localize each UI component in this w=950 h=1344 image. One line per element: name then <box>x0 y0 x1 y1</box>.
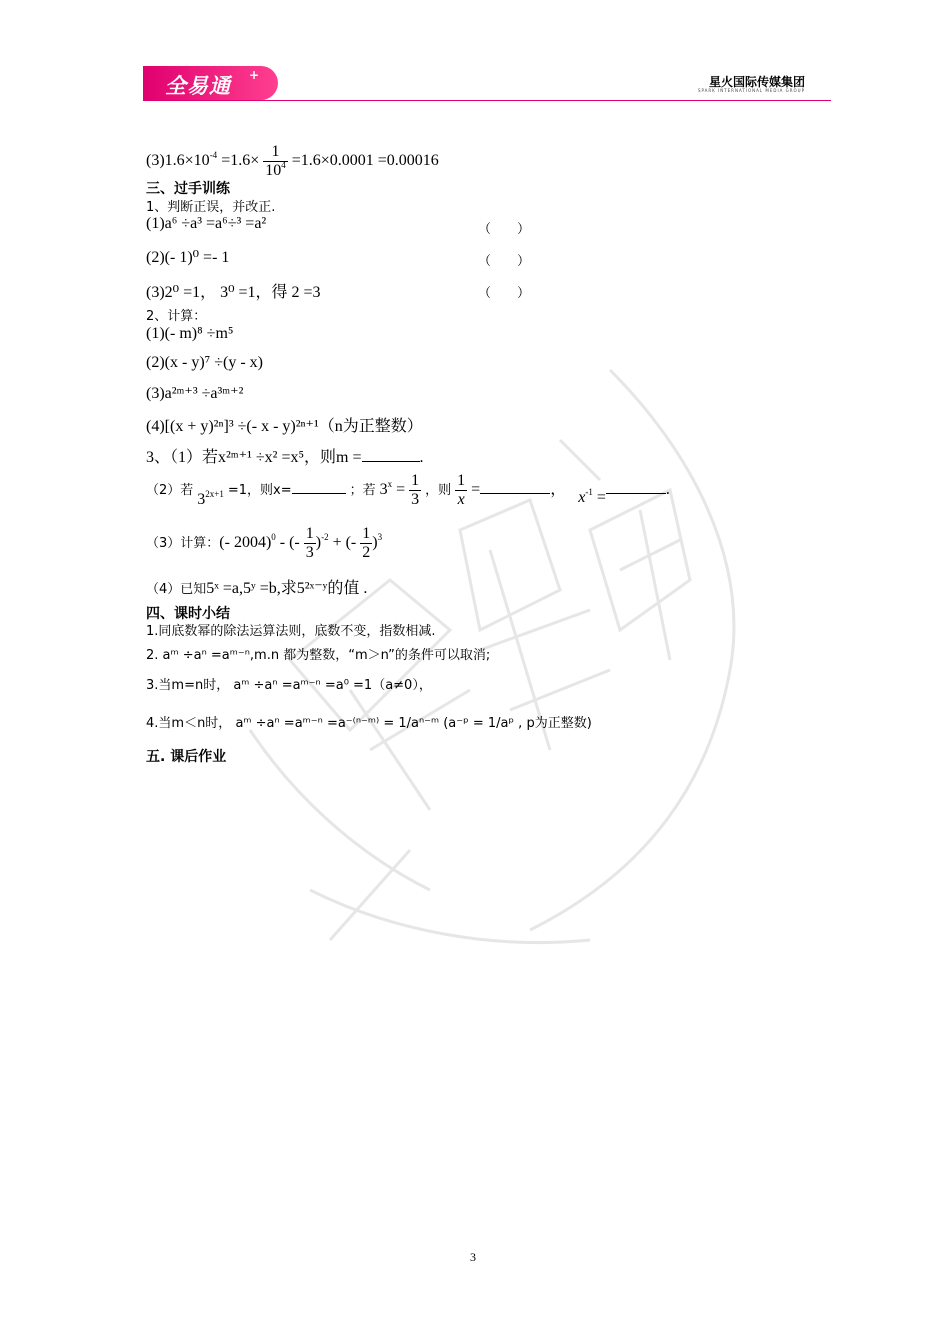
q3-part-4: （4）已知5ˣ =a,5ʸ =b,求5²ˣ⁻ʸ的值 . <box>146 580 368 597</box>
q1-item-3: (3)2⁰ =1， 3⁰ =1，得 2 =3 <box>146 284 321 301</box>
q1-item-1-answer: （ ） <box>478 222 531 237</box>
q2-item-3: (3)a²ᵐ⁺³ ÷a³ᵐ⁺² <box>146 385 244 402</box>
logo-badge <box>143 66 278 100</box>
example-3-lead: (3)1.6×10 <box>146 151 210 169</box>
q3-1-blank <box>362 461 420 462</box>
q2-title: 2、计算： <box>146 309 207 324</box>
q2-item-1: (1)(- m)⁸ ÷m⁵ <box>146 325 234 342</box>
q1-item-3-answer: （ ） <box>478 286 531 301</box>
q3-2-blank-1x <box>480 493 550 494</box>
example-3-line <box>146 143 439 179</box>
q1-item-2-answer: （ ） <box>478 254 531 269</box>
company-name-en: SPARK INTERNATIONAL MEDIA GROUP <box>697 88 805 93</box>
header-divider <box>143 100 831 101</box>
q1-item-2: (2)(- 1)⁰ =- 1 <box>146 249 230 266</box>
example-3-exp: -4 <box>209 149 218 160</box>
example-3-fraction: $\frac{1}{10^4}$ <box>265 143 286 179</box>
summary-item-3: 3.当m=n时， aᵐ ÷aⁿ =aᵐ⁻ⁿ =a⁰ =1（a≠0）， <box>146 678 432 693</box>
q3-part-2: （2）若 $3^{2x+1} =1$，则x= ；若 $3^x$ = $\frac{1}{3}$ ，则 $\frac{1}{x}$ = ， $x^{-1}$ = . <box>146 472 670 508</box>
q2-item-4: (4)[(x + y)²ⁿ]³ ÷(- x - y)²ⁿ⁺¹（n为正整数） <box>146 418 423 435</box>
section-3-title: 三、过手训练 <box>146 181 230 197</box>
example-3-mid: =1.6× <box>217 151 260 169</box>
q3-2-blank-xinv <box>606 493 666 494</box>
section-4-title: 四、课时小结 <box>146 606 230 622</box>
summary-item-4: 4.当m＜n时， aᵐ ÷aⁿ =aᵐ⁻ⁿ =a⁻⁽ⁿ⁻ᵐ⁾ = 1/aⁿ⁻ᵐ (a⁻ᵖ = 1/aᵖ , p为正整数) <box>146 716 592 731</box>
company-name: 星火国际传媒集团 <box>708 75 805 89</box>
q2-item-2: (2)(x - y)⁷ ÷(y - x) <box>146 354 263 371</box>
summary-item-1: 1.同底数幂的除法运算法则，底数不变，指数相减. <box>146 624 436 639</box>
logo-star-icon: + <box>249 68 260 82</box>
section-5-title: 五. 课后作业 <box>146 749 227 765</box>
example-3-tail: =1.6×0.0001 =0.00016 <box>291 151 439 169</box>
q3-part-1: 3、（1）若x²ᵐ⁺¹ ÷x² =x⁵，则m = . <box>146 449 424 466</box>
q1-item-1: (1)a⁶ ÷a³ =a⁶÷³ =a² <box>146 215 267 232</box>
page-number: 3 <box>470 1250 476 1264</box>
logo-text: 全易通 <box>165 74 231 98</box>
q1-title: 1、判断正误，并改正. <box>146 200 276 215</box>
q3-part-3: （3）计算：(- 2004)$^0$ - (- $\frac{1}{3}$ )$^{-2}$ + (- $\frac{1}{2}$ )$^3$ <box>146 525 383 561</box>
q3-2-blank-x <box>292 493 346 494</box>
summary-item-2: 2. aᵐ ÷aⁿ =aᵐ⁻ⁿ,m.n 都为整数，“m＞n”的条件可以取消; <box>146 648 491 663</box>
